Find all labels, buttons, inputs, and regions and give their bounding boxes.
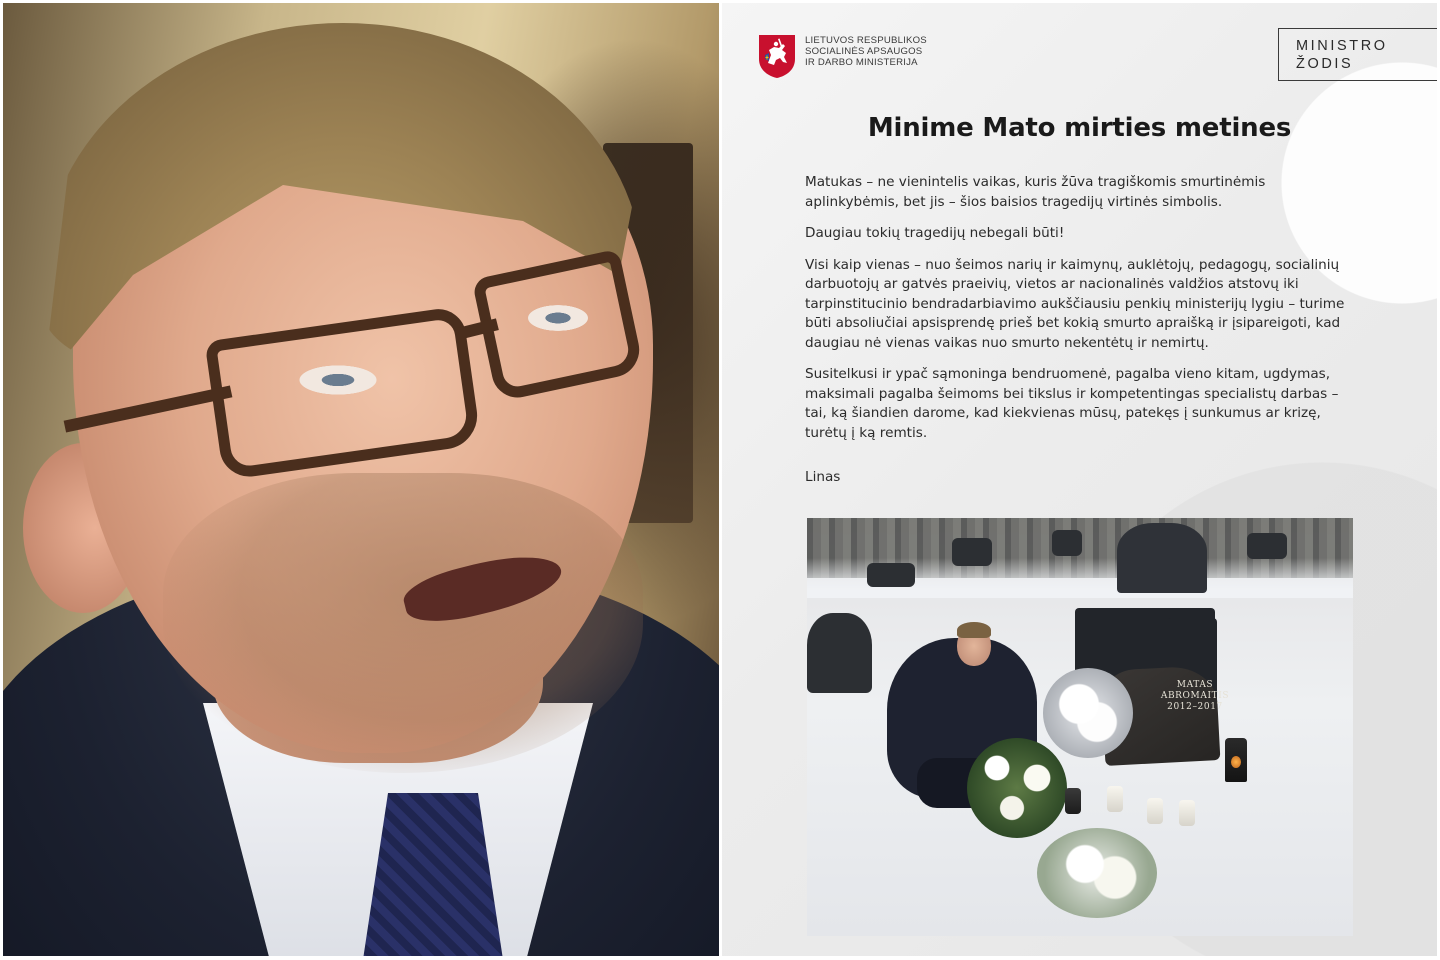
front-flower-wreath <box>1037 828 1157 918</box>
ministro-zodis-badge <box>1278 28 1437 81</box>
body-paragraph: Daugiau tokių tragedijų nebegali būti! <box>805 225 1065 241</box>
grave-visit-photo <box>807 518 1353 936</box>
minister-portrait-photo <box>3 3 719 956</box>
grave-candle <box>1065 788 1081 814</box>
grave-candle <box>1179 800 1195 826</box>
body-paragraph: Susitelkusi ir ypač sąmoninga bendruomenė, pagalba vieno kitam, ugdymas, maksimali pagalba šeimoms bei tikslus ir kompetentingas specialistų darbas – tai, ką šiandien darome, kad kiekvienas mūsų, patekęs į sunkumus ar krizę, turėtų į ką remtis. <box>805 366 1339 441</box>
badge-line-1: MINISTRO <box>1296 38 1388 54</box>
kneeling-man-hair <box>957 622 991 638</box>
inscription-years: 2012–2017 <box>1167 702 1223 712</box>
body-paragraph: Visi kaip vienas – nuo šeimos narių ir kaimynų, auklėtojų, pedagogų, socialinių darbuotojų ar gatvės praeivių, vietos ar nacionalinės valdžios atstovų iki tarpinstitucinio bendradarbiavimo aukščiausiu penkių ministerijų lygiu – turime būti absoliučiai apsisprendę prieš bet kokią smurto apraišką ir įsipareigoti, kad daugiau nė vienas vaikas nuo smurto nekentėtų ir nemirtų. <box>805 256 1345 351</box>
white-rose-wreath <box>967 738 1067 838</box>
inscription-surname: ABROMAITIS <box>1160 691 1230 701</box>
white-orchids <box>1043 668 1133 758</box>
background-gravestone <box>952 538 992 566</box>
ministry-name-line: IR DARBO MINISTERIJA <box>805 57 918 68</box>
minister-statement-document <box>722 3 1437 956</box>
grave-lantern <box>1225 738 1247 782</box>
body-paragraph: Matukas – ne vienintelis vaikas, kuris žūva tragiškomis smurtinėmis aplinkybėmis, bet jis – šios baisios tragedijų virtinės simbolis. <box>805 174 1266 210</box>
background-gravestone <box>1247 533 1287 559</box>
signature: Linas <box>805 469 841 485</box>
ministry-logo <box>757 33 927 79</box>
headstone-inscription <box>1145 680 1245 713</box>
document-body <box>805 173 1355 455</box>
grave-candle <box>1107 786 1123 812</box>
badge-line-2: ŽODIS <box>1296 56 1354 72</box>
cross-gravestone <box>1117 523 1207 593</box>
background-gravestone <box>1052 530 1082 556</box>
vytis-coat-of-arms-icon <box>757 33 797 79</box>
grave-candle <box>1147 798 1163 824</box>
background-gravestone <box>867 563 915 587</box>
ministry-name-line: LIETUVOS RESPUBLIKOS <box>805 35 927 46</box>
beard-stubble <box>163 473 643 773</box>
left-gravestone <box>807 613 872 693</box>
ministry-name <box>805 35 927 68</box>
document-title: Minime Mato mirties metines <box>867 113 1292 143</box>
ministry-name-line: SOCIALINĖS APSAUGOS <box>805 46 923 57</box>
inscription-name: MATAS <box>1176 680 1214 690</box>
